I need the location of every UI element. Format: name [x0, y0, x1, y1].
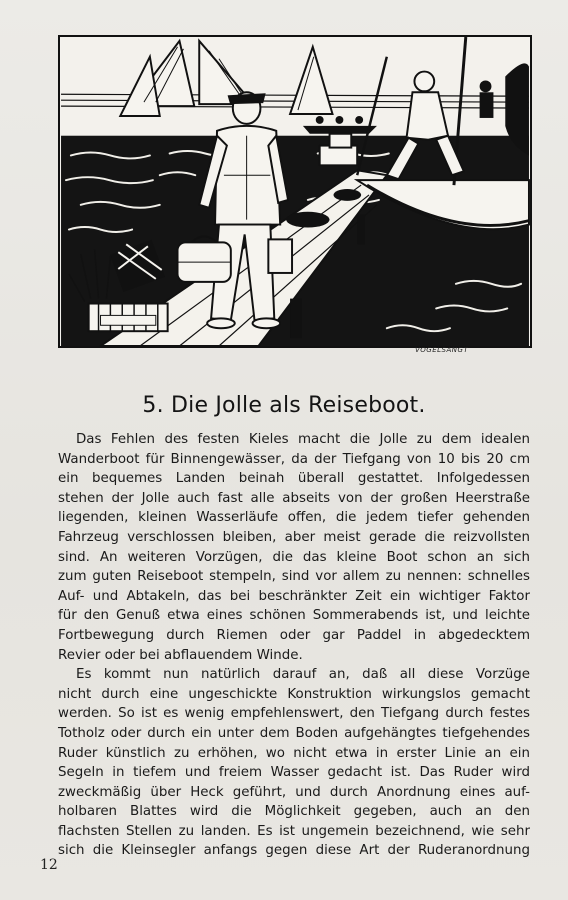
- woodcut-drawing: [60, 37, 530, 346]
- text-line: werden. So ist es wenig empfehlenswert, den Tiefgang durch festes: [58, 706, 530, 722]
- text-line: Segeln in tiefem und freiem Wasser gedacht ist. Das Ruder wird: [58, 765, 530, 781]
- paragraph-2: [58, 665, 530, 861]
- text-line: Es kommt nun natürlich darauf an, daß all diese Vorzüge: [76, 667, 530, 683]
- text-line: stehen der Jolle auch fast alle abseits von der großen Heerstraße: [58, 490, 530, 506]
- page-number: 12: [40, 857, 58, 873]
- body-text: [58, 430, 530, 861]
- text-line: Wanderboot für Binnengewässer, da der Tiefgang von 10 bis 20 cm: [58, 451, 530, 467]
- text-line: Auf- und Abtakeln, das bei beschränkter Zeit ein wichtiger Faktor: [58, 588, 530, 604]
- text-line: Fortbewegung durch Riemen oder gar Paddel in abgedecktem: [58, 627, 530, 643]
- text-line: Das Fehlen des festen Kieles macht die Jolle zu dem idealen: [76, 432, 530, 447]
- text-line: zum guten Reiseboot stempeln, sind vor allem zu nennen: schnelles: [58, 569, 530, 585]
- text-line: für den Genuß etwa eines schönen Sommerabends ist, und leichte: [58, 608, 530, 624]
- text-line: sich die Kleinsegler anfangs gegen diese Art der Ruderanordnung: [58, 843, 530, 859]
- text-line: zweckmäßig über Heck geführt, und durch Anordnung eines auf-: [58, 784, 530, 800]
- paragraph-1: [58, 430, 530, 665]
- artist-signature: VOGELSANGT: [415, 346, 469, 354]
- woodcut-illustration: [58, 35, 532, 348]
- text-line: nicht durch eine ungeschickte Konstruktion wirkungslos gemacht: [58, 686, 530, 702]
- text-line: flachsten Stellen zu landen. Es ist ungemein bezeichnend, wie sehr: [58, 823, 530, 839]
- text-line: liegenden, kleinen Wasserläufe offen, die jedem tiefer gehenden: [58, 510, 530, 526]
- text-line: Fahrzeug verschlossen bleiben, aber meist gerade die reizvollsten: [58, 529, 530, 545]
- text-line: Totholz oder durch ein unter dem Boden aufgehängtes tiefgehendes: [58, 725, 530, 741]
- text-line: sind. An weiteren Vorzügen, die das kleine Boot schon an sich: [58, 549, 530, 565]
- text-line: holbaren Blattes wird die Möglichkeit gegeben, auch an den: [58, 804, 530, 820]
- text-line: ein bequemes Landen beinah überall gestattet. Infolgedessen: [58, 471, 530, 487]
- section-heading: 5. Die Jolle als Reiseboot.: [142, 393, 426, 418]
- text-line: Revier oder bei abflauendem Winde.: [58, 647, 303, 663]
- text-line: Ruder künstlich zu erhöhen, wo nicht etwa in erster Linie an ein: [58, 745, 530, 761]
